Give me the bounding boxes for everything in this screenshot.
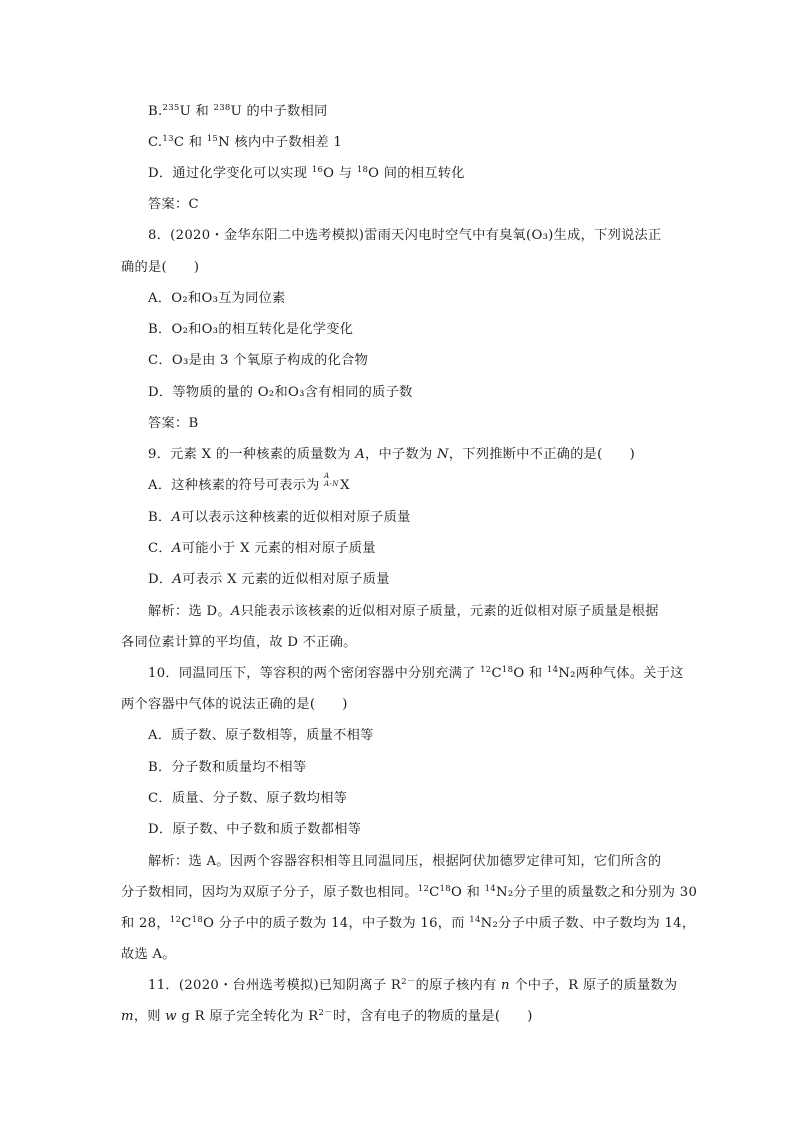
q10-explanation-3: 和 28，$^{12}C^{18}O$ 分子中的质子数为 14，中子数为 16，而 $^{14}$N₂分子中质子数、中子数均为 14， [121, 915, 696, 931]
q7-answer: 答案：C [148, 197, 199, 212]
q10-option-b: B．分子数和质量均不相等 [148, 760, 307, 775]
q9-option-b: B．A可以表示这种核素的近似相对原子质量 [148, 510, 411, 525]
q9-option-a: A．这种核素的符号可表示为 A A-N X [148, 472, 350, 493]
q9-explanation: 解析：选 D。A只能表示该核素的近似相对原子质量，元素的近似相对原子质量是根据 [148, 604, 659, 619]
q10-explanation-4: 故选 A。 [121, 947, 176, 962]
q7-option-b: B.$^{235}$U 和 $^{238}$U 的中子数相同 [148, 103, 328, 119]
q10-explanation-2: 分子数相同，因均为双原子分子，原子数也相同。$^{12}C^{18}O$ 和 $^{14}$N₂分子里的质量数之和分别为 30 [121, 884, 698, 900]
q8-stem: 8．(2020・金华东阳二中选考模拟)雷雨天闪电时空气中有臭氧(O₃)生成，下列说法正 [148, 228, 662, 243]
q8-stem-cont: 确的是( ) [121, 260, 200, 275]
q9-explanation-cont: 各同位素计算的平均值，故 D 不正确。 [121, 635, 357, 650]
q11-stem-cont: m，则 w g R 原子完全转化为 $R^{2-}$时，含有电子的物质的量是( ) [121, 1008, 533, 1024]
q8-option-d: D．等物质的量的 O₂和O₃含有相同的质子数 [148, 385, 413, 400]
q7-option-d: D．通过化学变化可以实现 $^{16}$O 与 $^{18}$O 间的相互转化 [148, 165, 465, 181]
q11-stem: 11．(2020・台州选考模拟)已知阴离子 $R^{2-}$的原子核内有 n 个中子，R 原子的质量数为 [148, 977, 678, 993]
q9-option-c: C．A可能小于 X 元素的相对原子质量 [148, 541, 376, 556]
q9-stem: 9．元素 X 的一种核素的质量数为 A，中子数为 N，下列推断中不正确的是( ) [148, 447, 636, 462]
q8-option-a: A．O₂和O₃互为同位素 [148, 291, 286, 306]
nuclide-symbol: A A-N [324, 472, 339, 488]
q9-option-d: D．A可表示 X 元素的近似相对原子质量 [148, 572, 390, 587]
q10-stem: 10．同温同压下，等容积的两个密闭容器中分别充满了 $^{12}C^{18}O$ 和 $^{14}$N₂两种气体。关于这 [148, 665, 684, 681]
q8-option-b: B．O₂和O₃的相互转化是化学变化 [148, 322, 354, 337]
q10-option-d: D．原子数、中子数和质子数都相等 [148, 822, 362, 837]
q10-explanation: 解析：选 A。因两个容器容积相等且同温同压，根据阿伏加德罗定律可知，它们所含的 [148, 854, 662, 869]
q8-option-c: C．O₃是由 3 个氧原子构成的化合物 [148, 353, 369, 368]
q7-option-c: C.$^{13}$C 和 $^{15}$N 核内中子数相差 1 [148, 134, 343, 150]
q10-option-c: C．质量、分子数、原子数均相等 [148, 791, 348, 806]
q10-option-a: A．质子数、原子数相等，质量不相等 [148, 728, 374, 743]
q10-stem-cont: 两个容器中气体的说法正确的是( ) [121, 697, 348, 712]
q8-answer: 答案：B [148, 416, 199, 431]
